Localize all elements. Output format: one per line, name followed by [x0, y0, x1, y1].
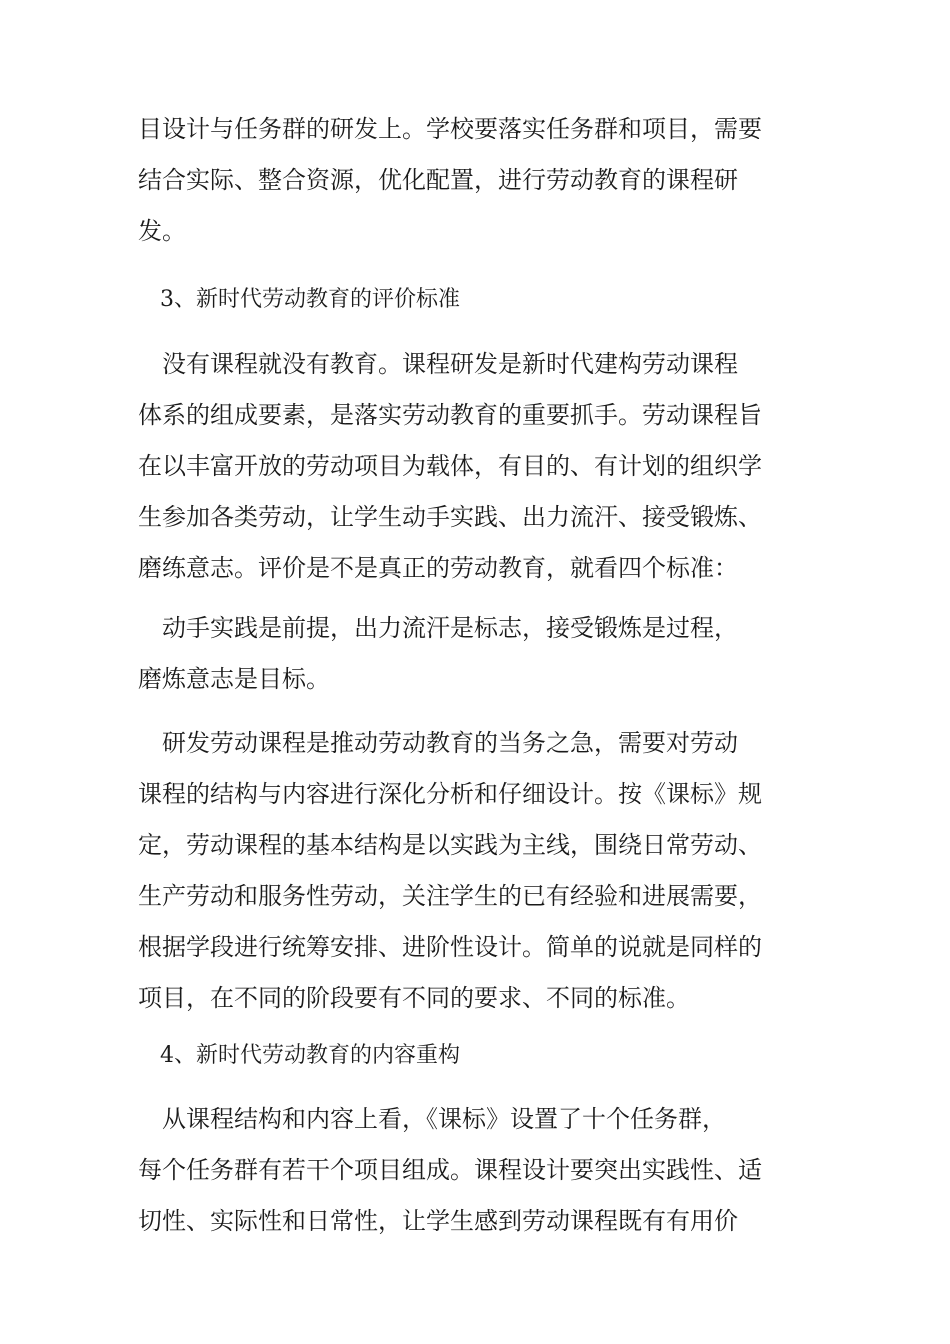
- paragraph-continuation: [138, 104, 810, 257]
- text-line: 体系的组成要素，是落实劳动教育的重要抓手。劳动课程旨: [138, 401, 762, 429]
- heading-text: 4、新时代劳动教育的内容重构: [138, 1043, 460, 1068]
- text-line: 切性、实际性和日常性，让学生感到劳动课程既有有用价: [138, 1207, 738, 1235]
- text-line: 发。: [138, 217, 186, 245]
- text-line: 磨炼意志是目标。: [138, 665, 330, 693]
- text-line: 生参加各类劳动，让学生动手实践、出力流汗、接受锻炼、: [138, 503, 762, 531]
- paragraph-curriculum: [138, 339, 810, 594]
- text-line: 磨练意志。评价是不是真正的劳动教育，就看四个标准：: [138, 554, 738, 582]
- text-line: 每个任务群有若干个项目组成。课程设计要突出实践性、适: [138, 1156, 762, 1184]
- paragraph-standards: [138, 603, 810, 705]
- text-line: 没有课程就没有教育。课程研发是新时代建构劳动课程: [138, 350, 738, 378]
- section-heading-4: [138, 1030, 810, 1081]
- text-line: 动手实践是前提，出力流汗是标志，接受锻炼是过程，: [138, 614, 738, 642]
- section-heading-3: [138, 274, 810, 325]
- text-line: 在以丰富开放的劳动项目为载体，有目的、有计划的组织学: [138, 452, 762, 480]
- text-line: 生产劳动和服务性劳动，关注学生的已有经验和进展需要，: [138, 882, 762, 910]
- paragraph-development: [138, 718, 810, 1024]
- heading-text: 3、新时代劳动教育的评价标准: [138, 287, 460, 312]
- text-line: 项目，在不同的阶段要有不同的要求、不同的标准。: [138, 984, 690, 1012]
- text-line: 课程的结构与内容进行深化分析和仔细设计。按《课标》规: [138, 780, 762, 808]
- text-line: 目设计与任务群的研发上。学校要落实任务群和项目，需要: [138, 115, 762, 143]
- paragraph-content: [138, 1094, 810, 1247]
- text-line: 定，劳动课程的基本结构是以实践为主线，围绕日常劳动、: [138, 831, 762, 859]
- text-line: 研发劳动课程是推动劳动教育的当务之急，需要对劳动: [138, 729, 738, 757]
- text-line: 结合实际、整合资源，优化配置，进行劳动教育的课程研: [138, 166, 738, 194]
- text-line: 根据学段进行统筹安排、进阶性设计。简单的说就是同样的: [138, 933, 762, 961]
- text-line: 从课程结构和内容上看，《课标》设置了十个任务群，: [138, 1105, 726, 1133]
